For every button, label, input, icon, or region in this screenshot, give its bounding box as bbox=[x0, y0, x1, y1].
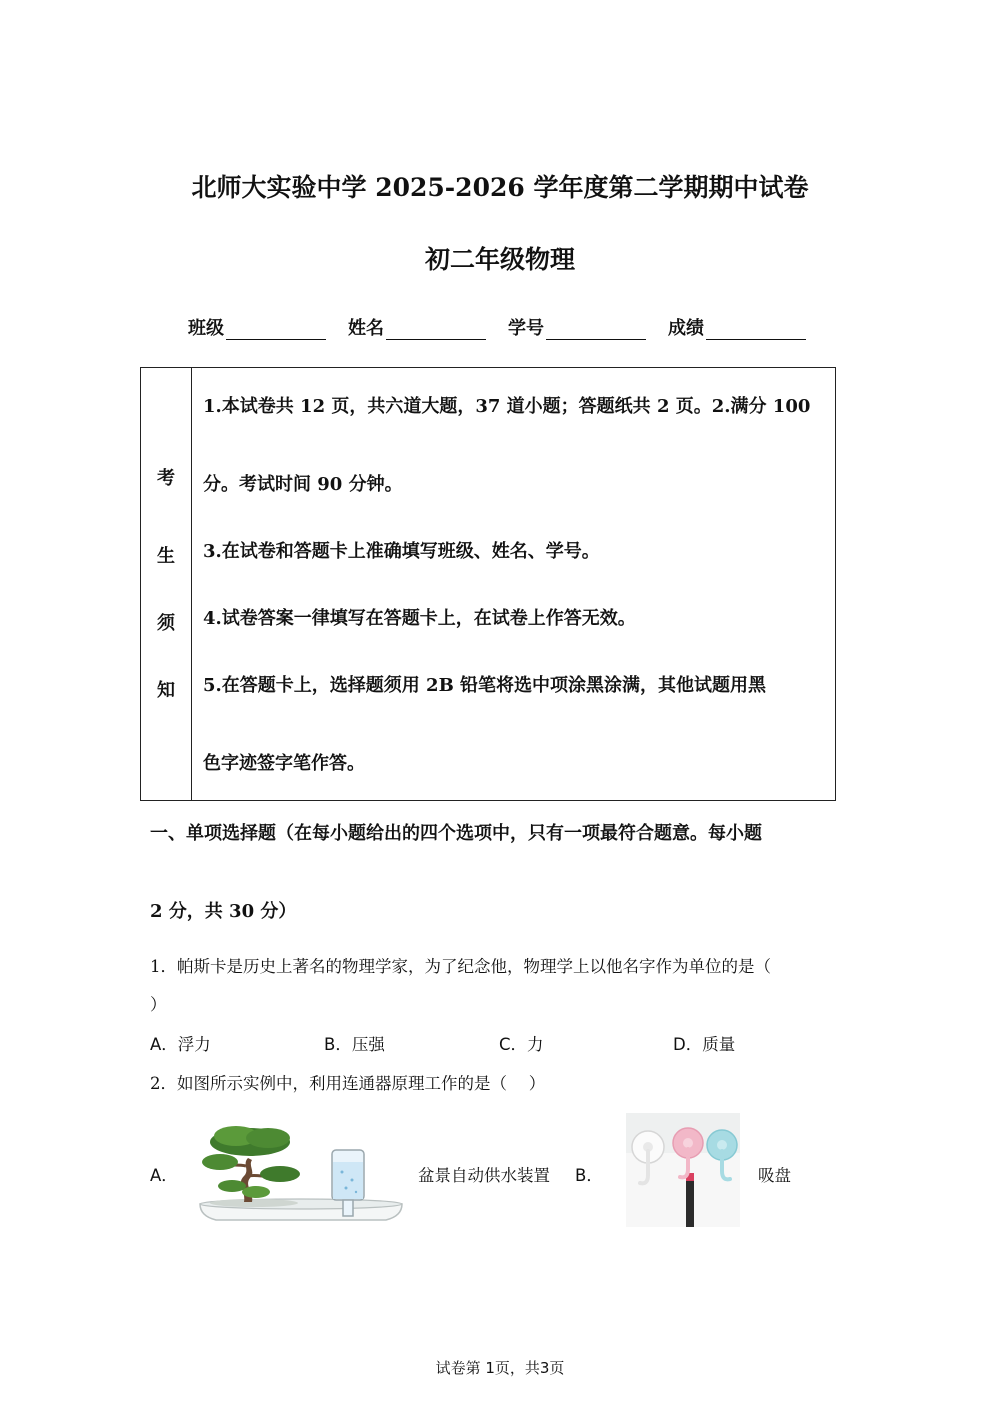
name-blank[interactable] bbox=[386, 321, 486, 340]
section-heading-cont: 2 分，共 30 分） bbox=[150, 901, 297, 922]
question-1-text bbox=[150, 953, 771, 977]
suction-cup-hooks-image bbox=[626, 1113, 740, 1227]
question-2-option-b-letter[interactable]: B． bbox=[575, 1166, 603, 1185]
notice-line: 4.试卷答案一律填写在答题卡上，在试卷上作答无效。 bbox=[203, 608, 636, 629]
option-text: 力 bbox=[527, 1035, 544, 1054]
question-2-option-b-text: 吸盘 bbox=[758, 1166, 791, 1185]
question-1-option-b[interactable] bbox=[324, 1031, 385, 1055]
question-number: 1． bbox=[150, 957, 177, 976]
notice-label-char: 生 bbox=[157, 546, 175, 567]
option-text: 浮力 bbox=[177, 1035, 211, 1054]
option-letter: B． bbox=[324, 1035, 352, 1054]
bonsai-water-supply-image bbox=[196, 1120, 406, 1230]
student-id-label: 学号 bbox=[508, 318, 544, 339]
notice-line: 色字迹签字笔作答。 bbox=[203, 753, 365, 774]
option-text: 质量 bbox=[702, 1035, 736, 1054]
name-field[interactable] bbox=[348, 314, 486, 340]
notice-line: 1.本试卷共 12 页，共六道大题，37 道小题；答题纸共 2 页。2.满分 100 bbox=[203, 396, 811, 417]
option-text: 压强 bbox=[351, 1035, 385, 1054]
class-blank[interactable] bbox=[226, 321, 326, 340]
question-number: 2． bbox=[150, 1074, 177, 1093]
notice-line: 3.在试卷和答题卡上准确填写班级、姓名、学号。 bbox=[203, 541, 600, 562]
notice-label-column bbox=[141, 368, 192, 800]
exam-title: 北师大实验中学 2025-2026 学年度第二学期期中试卷 bbox=[191, 173, 809, 202]
notice-label-char: 知 bbox=[157, 680, 175, 701]
question-stem: 如图所示实例中，利用连通器原理工作的是（ ） bbox=[177, 1074, 546, 1093]
class-label: 班级 bbox=[188, 318, 224, 339]
question-1-option-c[interactable] bbox=[499, 1031, 544, 1055]
section-heading: 一、单项选择题（在每小题给出的四个选项中，只有一项最符合题意。每小题 bbox=[150, 823, 762, 844]
notice-label-char: 考 bbox=[157, 468, 175, 489]
student-id-blank[interactable] bbox=[546, 321, 646, 340]
student-info-row bbox=[188, 314, 828, 340]
student-id-field[interactable] bbox=[508, 314, 646, 340]
page-footer: 试卷第 1页，共3页 bbox=[435, 1359, 565, 1377]
class-field[interactable] bbox=[188, 314, 326, 340]
notice-line: 分。考试时间 90 分钟。 bbox=[203, 474, 403, 495]
score-field[interactable] bbox=[668, 314, 806, 340]
question-1-option-a[interactable] bbox=[150, 1031, 211, 1055]
question-2-option-a-text: 盆景自动供水装置 bbox=[418, 1166, 550, 1185]
question-2-option-a-letter[interactable]: A． bbox=[150, 1166, 178, 1185]
option-letter: C． bbox=[499, 1035, 528, 1054]
name-label: 姓名 bbox=[348, 318, 384, 339]
exam-subtitle: 初二年级物理 bbox=[424, 245, 575, 274]
option-letter: A． bbox=[150, 1035, 178, 1054]
question-1-text-cont: ） bbox=[150, 995, 167, 1014]
question-2-text bbox=[150, 1070, 545, 1094]
question-stem: 帕斯卡是历史上著名的物理学家，为了纪念他，物理学上以他名字作为单位的是（ bbox=[177, 957, 771, 976]
question-1-option-d[interactable] bbox=[673, 1031, 735, 1055]
option-letter: D． bbox=[673, 1035, 703, 1054]
score-label: 成绩 bbox=[668, 318, 704, 339]
exam-notice-box bbox=[140, 367, 836, 801]
notice-label-char: 须 bbox=[157, 613, 175, 634]
notice-line: 5.在答题卡上，选择题须用 2B 铅笔将选中项涂黑涂满，其他试题用黑 bbox=[203, 675, 767, 696]
score-blank[interactable] bbox=[706, 321, 806, 340]
